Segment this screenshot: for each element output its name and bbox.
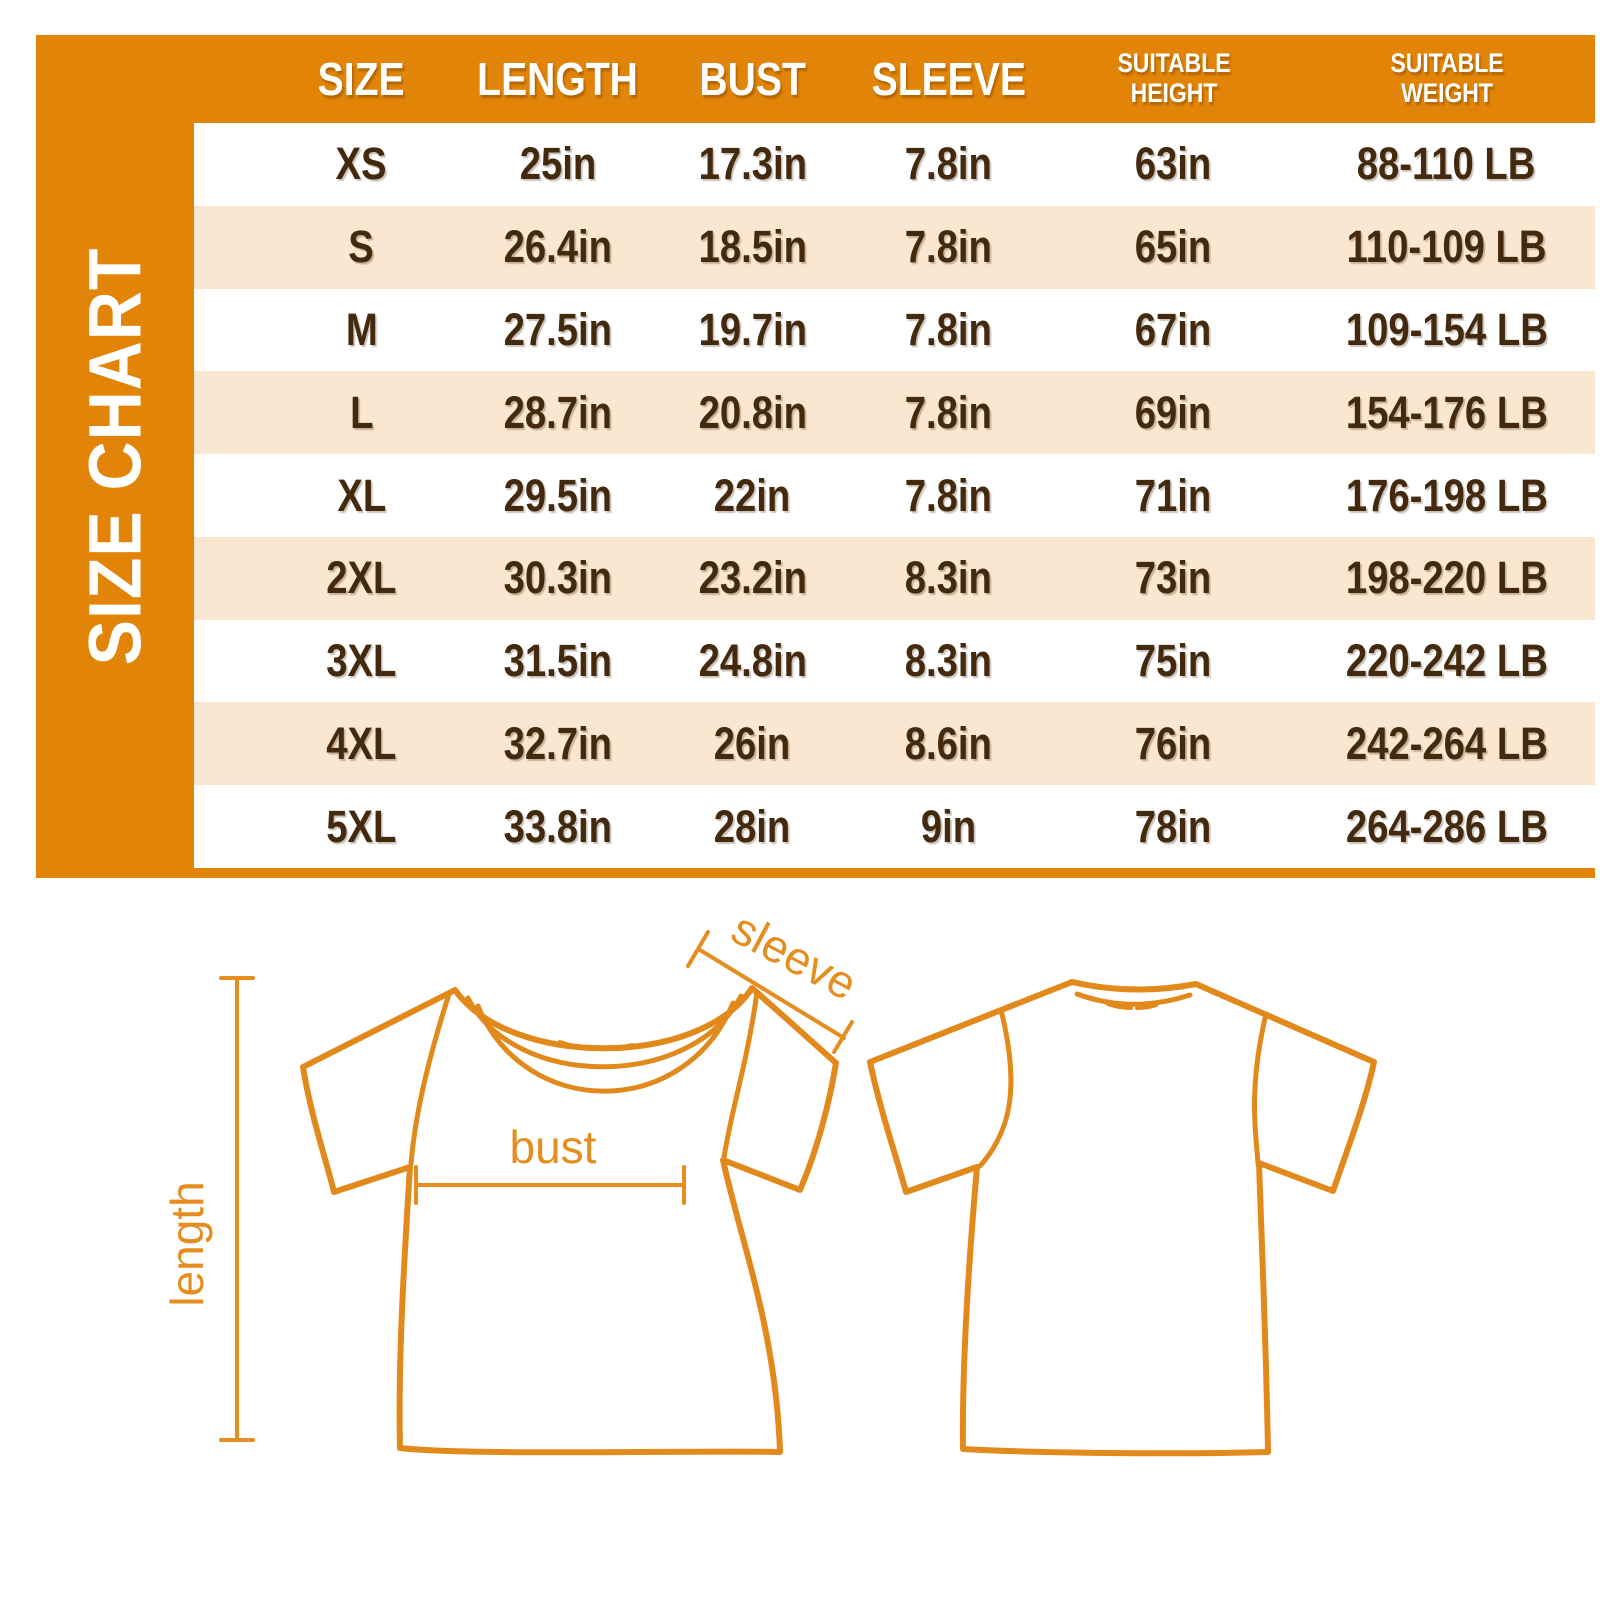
table-cell: 3XL (326, 635, 397, 687)
table-cell: 26in (714, 717, 791, 769)
table-cell: 22in (714, 469, 791, 521)
column-header-length: LENGTH (477, 53, 639, 105)
table-cell: 69in (1135, 386, 1212, 438)
table-cell: 33.8in (503, 800, 613, 852)
table-cell: 75in (1135, 635, 1212, 687)
length-measure-line (221, 978, 253, 1440)
table-cell: 65in (1135, 221, 1212, 273)
table-cell: 8.6in (904, 717, 993, 769)
table-cell: 8.3in (904, 552, 993, 604)
table-cell: 18.5in (698, 221, 807, 273)
table-cell: 17.3in (698, 138, 807, 190)
table-cell: 88-110 LB (1357, 138, 1536, 190)
table-cell: 109-154 LB (1345, 303, 1548, 355)
table-cell: 2XL (326, 552, 397, 604)
table-cell: XS (335, 138, 388, 190)
table-cell: 7.8in (904, 221, 993, 273)
column-header-suitable-weight: SUITABLE WEIGHT (1389, 48, 1504, 108)
table-cell: 67in (1135, 303, 1212, 355)
table-cell: 28.7in (503, 386, 613, 438)
table-cell: 242-264 LB (1345, 717, 1548, 769)
table-cell: 63in (1135, 138, 1212, 190)
table-cell: L (349, 386, 374, 438)
table-row-3xl (194, 620, 1595, 703)
table-cell: 7.8in (904, 386, 993, 438)
table-cell: 110-109 LB (1346, 221, 1547, 273)
tshirt-measurement-diagram (0, 900, 1600, 1600)
table-row-2xl (194, 537, 1595, 620)
column-header-bust: BUST (699, 53, 806, 105)
table-cell: 9in (920, 800, 977, 852)
table-cell: 23.2in (698, 552, 807, 604)
table-cell: 7.8in (904, 469, 993, 521)
column-header-size: SIZE (318, 53, 405, 105)
bust-label: bust (509, 1121, 597, 1173)
table-cell: 28in (714, 800, 791, 852)
size-chart-grid (194, 35, 1595, 878)
table-cell: 20.8in (698, 386, 807, 438)
table-cell: 220-242 LB (1345, 635, 1548, 687)
table-cell: 176-198 LB (1345, 469, 1548, 521)
table-cell: 27.5in (503, 303, 613, 355)
table-row-s (194, 206, 1595, 289)
table-cell: 4XL (326, 717, 397, 769)
table-row-xl (194, 454, 1595, 537)
size-chart-sidebar (36, 35, 194, 878)
length-measurement (161, 978, 253, 1440)
table-cell: 29.5in (503, 469, 613, 521)
length-label: length (161, 1181, 213, 1307)
table-cell: 31.5in (503, 635, 613, 687)
tshirt-front-view (303, 988, 836, 1452)
tshirt-front-outline (303, 988, 836, 1452)
size-chart-title: SIZE CHART (73, 247, 157, 666)
table-cell: 73in (1135, 552, 1212, 604)
table-row-l (194, 371, 1595, 454)
table-cell: 5XL (326, 800, 397, 852)
column-header-suitable-height: SUITABLE HEIGHT (1116, 48, 1231, 108)
table-row-m (194, 289, 1595, 372)
table-cell: 24.8in (698, 635, 807, 687)
table-row-xs (194, 123, 1595, 206)
table-header-row (194, 35, 1595, 123)
column-header-sleeve: SLEEVE (871, 53, 1026, 105)
table-row-4xl (194, 702, 1595, 785)
table-cell: 26.4in (503, 221, 613, 273)
table-cell: 154-176 LB (1345, 386, 1548, 438)
tshirt-back-view (870, 982, 1374, 1453)
size-chart-table (36, 35, 1595, 878)
table-cell: 19.7in (698, 303, 807, 355)
table-cell: S (348, 221, 375, 273)
table-cell: 8.3in (904, 635, 993, 687)
table-cell: 198-220 LB (1345, 552, 1548, 604)
tshirt-back-outline (870, 982, 1374, 1453)
table-cell: 7.8in (904, 138, 993, 190)
table-cell: M (345, 303, 378, 355)
table-cell: 76in (1135, 717, 1212, 769)
table-cell: 7.8in (904, 303, 993, 355)
table-row-5xl (194, 785, 1595, 868)
table-cell: 25in (519, 138, 597, 190)
table-cell: 32.7in (503, 717, 613, 769)
sleeve-label: sleeve (723, 901, 866, 1011)
table-cell: 78in (1135, 800, 1212, 852)
table-cell: XL (337, 469, 386, 521)
table-cell: 264-286 LB (1345, 800, 1548, 852)
table-cell: 71in (1135, 469, 1212, 521)
table-cell: 30.3in (503, 552, 613, 604)
